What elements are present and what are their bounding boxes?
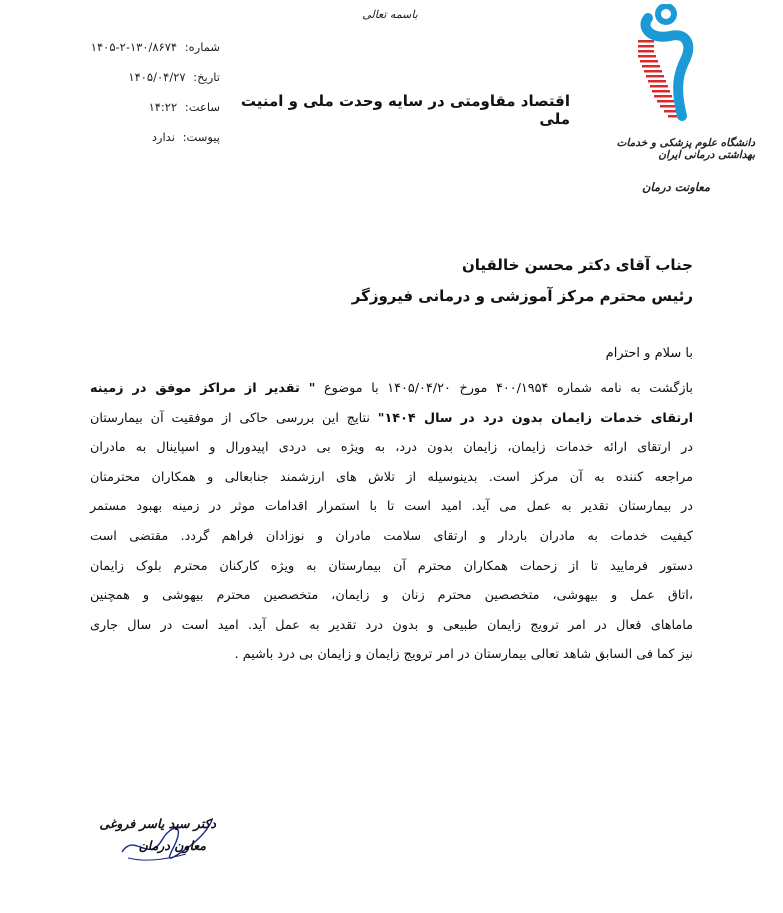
body-line: در ارتقای ارائه خدمات زایمان، زایمان بدون درد، به ویژه بی دردی اپیدورال و اسپاینال به مادران: [90, 440, 693, 456]
invocation-text: باسمه تعالی: [362, 8, 418, 21]
university-logo: [630, 4, 710, 124]
department-name: معاونت درمان: [641, 180, 710, 194]
letter-number: [60, 40, 220, 54]
letter-date: [60, 70, 220, 84]
recipient-name: جناب آقای دکتر محسن خالقیان: [461, 256, 693, 274]
body-line: مراجعه کننده به آن مرکز است. بدینوسیله از تلاش های ارزشمند جنابعالی و همکاران محترمتان: [90, 469, 693, 485]
body-line: [90, 404, 693, 434]
logo-stripes-icon: [638, 40, 677, 118]
signatory-title: معاون درمان: [138, 838, 206, 853]
subject-text: " تقدیر از مراکز موفق در زمینه: [90, 381, 316, 396]
body-line: نیز کما فی السابق شاهد تعالی بیمارستان در امر ترویج زایمان و زایمان بی درد باشیم .: [234, 647, 693, 663]
letter-body: [90, 374, 693, 670]
body-line: ،اتاق عمل و بیهوشی، متخصصین محترم زنان و زایمان، متخصصین محترم بیهوشی و همچنین: [90, 588, 693, 604]
body-text: نتایج این بررسی حاکی از موفقیت آن بیمارستان: [90, 410, 378, 426]
time-value: ۱۴:۲۲: [148, 100, 178, 114]
body-line: ماماهای فعال در امر ترویج زایمان طبیعی و بدون درد تقدیر به عمل آید. امید است در سال جاری: [90, 617, 693, 633]
attachment-label: پیوست:: [182, 130, 220, 144]
body-line: کیفیت خدمات به مادران باردار و ارتقای سلامت مادران و نوزادان فراهم گردد. مقتضی است: [90, 528, 693, 544]
slogan: اقتصاد مقاومتی در سایه وحدت ملی و امنیت ملی: [240, 92, 570, 128]
signatory-name: دکتر سید یاسر فروغی: [99, 816, 216, 831]
university-name: دانشگاه علوم پزشکی و خدمات بهداشتی درمانی ایران: [616, 137, 755, 161]
number-label: شماره:: [184, 40, 220, 54]
recipient-title: رئیس محترم مرکز آموزشی و درمانی فیروزگر: [351, 287, 693, 305]
body-line: [90, 374, 693, 404]
letter-time: [60, 100, 220, 114]
date-label: تاریخ:: [193, 70, 220, 84]
body-line: دستور فرمایید تا از زحمات همکاران محترم آن بیمارستان به ویژه کارکنان محترم بلوک زایمان: [90, 558, 693, 574]
time-label: ساعت:: [184, 100, 220, 114]
number-value: ۱۴۰۵-۲-۱۳۰/۸۶۷۴: [90, 40, 178, 54]
body-text: بازگشت به نامه شماره ۴۰۰/۱۹۵۴ مورخ ۱۴۰۵/۰۴/۲۰ با موضوع: [315, 381, 693, 396]
body-line: در بیمارستان تقدیر به عمل می آید. امید است تا با استمرار اقدامات موثر در زمینه بهبود مستمر: [90, 499, 693, 515]
subject-text: ارتقای خدمات زایمان بدون درد در سال ۱۴۰۴": [377, 410, 693, 426]
logo-ring-icon: [658, 6, 674, 22]
date-value: ۱۴۰۵/۰۴/۲۷: [128, 70, 186, 84]
letter-attachment: [60, 130, 220, 144]
greeting: با سلام و احترام: [605, 346, 693, 361]
attachment-value: ندارد: [151, 130, 175, 144]
